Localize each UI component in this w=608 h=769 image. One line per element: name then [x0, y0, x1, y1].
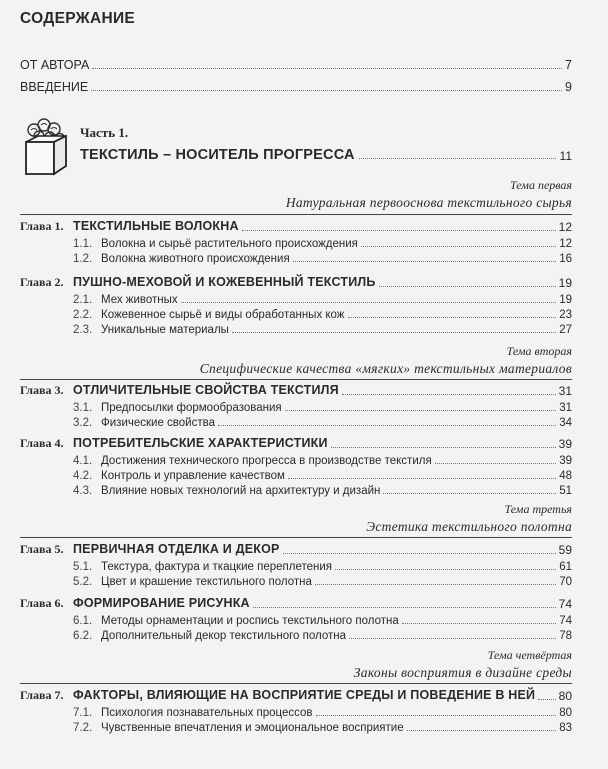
leader-dots — [335, 569, 556, 570]
section-title: Текстура, фактура и ткацкие переплетения — [101, 561, 333, 573]
section-number: 4.2. — [73, 470, 93, 482]
toc-entry-introduction[interactable] — [20, 78, 572, 94]
section-title: Цвет и крашение текстильного полотна — [101, 576, 312, 588]
toc-entry-section[interactable] — [73, 413, 572, 429]
section-number: 2.3. — [73, 324, 93, 336]
leader-dots — [218, 425, 556, 426]
page-number: 70 — [559, 576, 572, 588]
section-number: 2.1. — [73, 294, 93, 306]
chapter-title: ОТЛИЧИТЕЛЬНЫЕ СВОЙСТВА ТЕКСТИЛЯ — [73, 383, 339, 397]
section-title: Волокна животного происхождения — [101, 253, 290, 265]
theme-name: Эстетика текстильного полотна — [366, 519, 572, 534]
leader-dots — [92, 68, 562, 69]
page-number: 80 — [559, 707, 572, 719]
toc-entry-section[interactable] — [73, 320, 572, 336]
page-number: 11 — [559, 149, 572, 163]
section-number: 4.3. — [73, 485, 93, 497]
leader-dots — [285, 410, 557, 411]
chapter-title: ПУШНО-МЕХОВОЙ И КОЖЕВЕННЫЙ ТЕКСТИЛЬ — [73, 275, 376, 289]
leader-dots — [253, 607, 556, 608]
theme-name: Специфические качества «мягких» текстильных материалов — [199, 361, 572, 376]
section-title: Влияние новых технологий на архитектуру и дизайн — [101, 485, 381, 497]
entry-label: ВВЕДЕНИЕ — [20, 80, 89, 94]
page-number: 74 — [558, 597, 572, 611]
leader-dots — [361, 246, 556, 247]
chapter-number: Глава 7. — [20, 688, 64, 702]
toc-entry-section[interactable] — [73, 626, 572, 642]
section-title: Кожевенное сырьё и виды обработанных кож — [101, 309, 345, 321]
section-number: 5.1. — [73, 561, 93, 573]
page-number: 80 — [558, 689, 572, 703]
toc-entry-section[interactable] — [73, 703, 572, 719]
section-number: 6.2. — [73, 630, 93, 642]
toc-entry-chapter[interactable] — [20, 382, 572, 398]
chapter-number: Глава 2. — [20, 275, 64, 289]
chapter-number: Глава 4. — [20, 436, 64, 450]
leader-dots — [349, 638, 556, 639]
page-number: 27 — [559, 324, 572, 336]
part-label: Часть 1. — [80, 125, 129, 140]
page-number: 7 — [565, 58, 572, 72]
page-number: 48 — [559, 470, 572, 482]
theme-number: Тема вторая — [506, 344, 572, 358]
toc-entry-section[interactable] — [73, 249, 572, 265]
section-number: 1.2. — [73, 253, 93, 265]
theme-divider — [20, 683, 572, 684]
leader-dots — [232, 332, 556, 333]
leader-dots — [342, 394, 556, 395]
page-number: 59 — [558, 543, 572, 557]
page-number: 83 — [559, 722, 572, 734]
leader-dots — [407, 730, 557, 731]
toc-entry-section[interactable] — [73, 557, 572, 573]
page-number: 23 — [559, 309, 572, 321]
section-title: Дополнительный декор текстильного полотна — [101, 630, 346, 642]
leader-dots — [379, 286, 556, 287]
theme-name: Натуральная первооснова текстильного сырья — [285, 195, 572, 210]
chapter-number: Глава 5. — [20, 542, 64, 556]
leader-dots — [435, 463, 557, 464]
section-number: 4.1. — [73, 455, 93, 467]
page-number: 78 — [559, 630, 572, 642]
chapter-title: ПОТРЕБИТЕЛЬСКИЕ ХАРАКТЕРИСТИКИ — [73, 436, 328, 450]
toc-entry-part-1[interactable] — [80, 143, 572, 163]
leader-dots — [242, 230, 556, 231]
page-number: 39 — [558, 437, 572, 451]
toc-entry-section[interactable] — [73, 398, 572, 414]
page-title: СОДЕРЖАНИЕ — [20, 10, 136, 27]
toc-entry-section[interactable] — [73, 305, 572, 321]
leader-dots — [283, 553, 556, 554]
box-of-yarn-icon — [20, 116, 72, 178]
page-number: 34 — [559, 417, 572, 429]
page-number: 51 — [559, 485, 572, 497]
section-title: Уникальные материалы — [101, 324, 229, 336]
theme-divider — [20, 214, 572, 215]
entry-label: ОТ АВТОРА — [20, 58, 90, 72]
leader-dots — [359, 158, 556, 159]
page-number: 9 — [565, 80, 572, 94]
page-number: 19 — [559, 294, 572, 306]
toc-entry-from-author[interactable] — [20, 56, 572, 72]
leader-dots — [288, 478, 556, 479]
toc-entry-chapter[interactable] — [20, 435, 572, 451]
page-number: 39 — [559, 455, 572, 467]
theme-name: Законы восприятия в дизайне среды — [353, 665, 572, 680]
section-number: 2.2. — [73, 309, 93, 321]
leader-dots — [538, 699, 555, 700]
toc-entry-section[interactable] — [73, 611, 572, 627]
section-title: Методы орнаментации и роспись текстильного полотна — [101, 615, 399, 627]
section-title: Чувственные впечатления и эмоциональное восприятие — [101, 722, 404, 734]
chapter-title: ФОРМИРОВАНИЕ РИСУНКА — [73, 596, 250, 610]
leader-dots — [181, 302, 557, 303]
section-number: 7.2. — [73, 722, 93, 734]
chapter-title: ТЕКСТИЛЬНЫЕ ВОЛОКНА — [73, 219, 239, 233]
page-number: 19 — [558, 276, 572, 290]
section-number: 3.2. — [73, 417, 93, 429]
part-title: ТЕКСТИЛЬ – НОСИТЕЛЬ ПРОГРЕССА — [80, 147, 355, 163]
page-number: 74 — [559, 615, 572, 627]
section-number: 5.2. — [73, 576, 93, 588]
leader-dots — [331, 447, 556, 448]
toc-entry-chapter[interactable] — [20, 595, 572, 611]
page-number: 12 — [558, 220, 572, 234]
leader-dots — [402, 623, 556, 624]
section-number: 1.1. — [73, 238, 93, 250]
leader-dots — [293, 261, 557, 262]
page-number: 31 — [558, 384, 572, 398]
page-number: 31 — [559, 402, 572, 414]
toc-entry-section[interactable] — [73, 466, 572, 482]
section-title: Волокна и сырьё растительного происхождения — [101, 238, 358, 250]
page-number: 16 — [559, 253, 572, 265]
leader-dots — [383, 493, 556, 494]
chapter-number: Глава 6. — [20, 596, 64, 610]
page-number: 12 — [559, 238, 572, 250]
section-number: 6.1. — [73, 615, 93, 627]
toc-entry-section[interactable] — [73, 718, 572, 734]
chapter-title: ПЕРВИЧНАЯ ОТДЕЛКА И ДЕКОР — [73, 542, 280, 556]
theme-divider — [20, 537, 572, 538]
toc-entry-section[interactable] — [73, 290, 572, 306]
toc-entry-chapter[interactable] — [20, 687, 572, 703]
theme-number: Тема первая — [510, 178, 572, 192]
toc-entry-section[interactable] — [73, 451, 572, 467]
theme-number: Тема четвёртая — [487, 648, 572, 662]
leader-dots — [348, 317, 557, 318]
section-number: 3.1. — [73, 402, 93, 414]
theme-divider — [20, 379, 572, 380]
section-title: Предпосылки формообразования — [101, 402, 282, 414]
toc-entry-chapter[interactable] — [20, 218, 572, 234]
toc-entry-chapter[interactable] — [20, 274, 572, 290]
leader-dots — [315, 584, 556, 585]
leader-dots — [316, 715, 557, 716]
chapter-title: ФАКТОРЫ, ВЛИЯЮЩИЕ НА ВОСПРИЯТИЕ СРЕДЫ И ПОВЕДЕНИЕ В НЕЙ — [73, 688, 536, 702]
theme-number: Тема третья — [504, 502, 572, 516]
chapter-number: Глава 3. — [20, 383, 64, 397]
section-title: Физические свойства — [101, 417, 215, 429]
toc-entry-chapter[interactable] — [20, 541, 572, 557]
leader-dots — [91, 90, 562, 91]
section-title: Психология познавательных процессов — [101, 707, 313, 719]
chapter-number: Глава 1. — [20, 219, 64, 233]
section-title: Мех животных — [101, 294, 178, 306]
section-number: 7.1. — [73, 707, 93, 719]
toc-entry-section[interactable] — [73, 234, 572, 250]
page-number: 61 — [559, 561, 572, 573]
section-title: Достижения технического прогресса в производстве текстиля — [101, 455, 432, 467]
toc-entry-section[interactable] — [73, 481, 572, 497]
section-title: Контроль и управление качеством — [101, 470, 285, 482]
toc-entry-section[interactable] — [73, 572, 572, 588]
